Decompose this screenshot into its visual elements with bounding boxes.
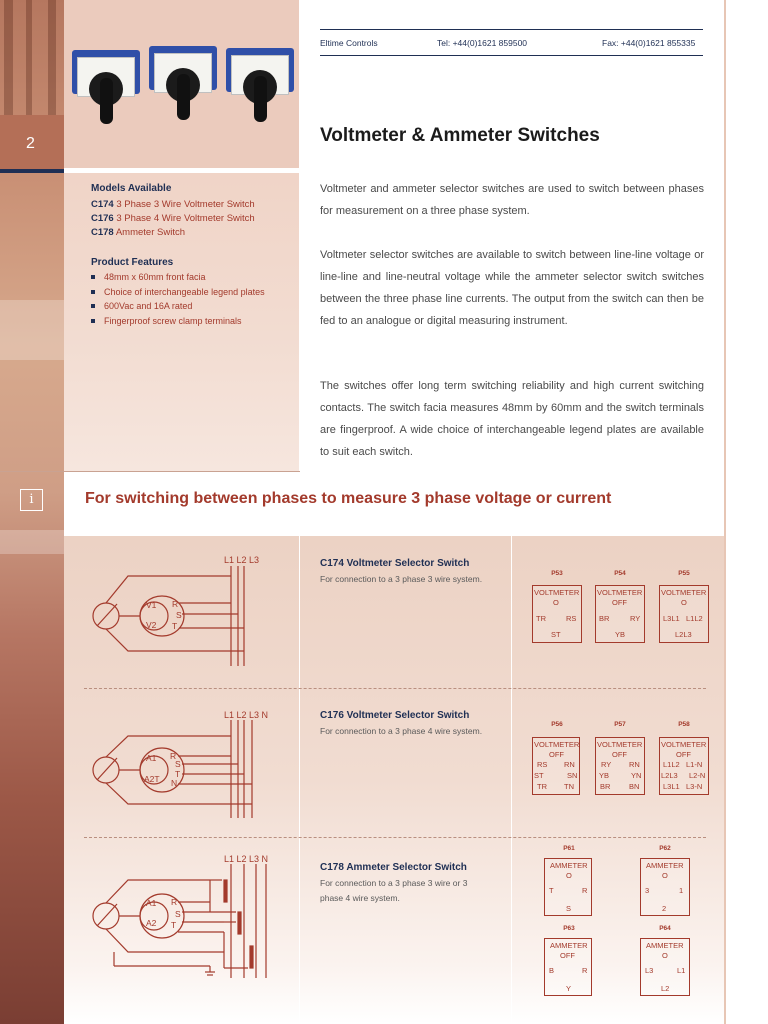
models-heading: Models Available: [91, 183, 172, 194]
strip-haze: [0, 300, 64, 360]
legend-plate-p63: AMMETER OFF B R Y: [544, 938, 592, 996]
legend-plate-p57: VOLTMETER OFF RY RN YB YN BR BN: [595, 737, 645, 795]
c178-title: C178 Ammeter Selector Switch: [320, 862, 467, 873]
c176-terminal-label: N: [171, 778, 178, 788]
section-divider: [0, 471, 300, 472]
c174-description: For connection to a 3 phase 3 wire system.: [320, 574, 483, 584]
c174-meter-label: V2: [146, 620, 157, 630]
c176-title: C176 Voltmeter Selector Switch: [320, 710, 470, 721]
c178-terminal-label: S: [175, 909, 181, 919]
legend-code: P64: [659, 925, 671, 932]
c176-wiring-diagram: [84, 700, 284, 820]
c176-terminal-label: T: [175, 769, 181, 779]
section-subheading: For switching between phases to measure 3 phase voltage or current: [85, 490, 612, 507]
legend-code: P62: [659, 845, 671, 852]
switch-product-image: [149, 44, 217, 126]
switch-product-image: [226, 46, 294, 128]
c176-terminal-label: S: [175, 759, 181, 769]
legend-code: P57: [614, 721, 626, 728]
feature-item: 48mm x 60mm front facia: [91, 272, 206, 282]
model-item: C174 3 Phase 3 Wire Voltmeter Switch: [91, 199, 255, 210]
c178-terminal-label: R: [171, 897, 178, 907]
page-title: Voltmeter & Ammeter Switches: [320, 125, 600, 146]
legend-plate-p56: VOLTMETER OFF RS RN ST SN TR TN: [532, 737, 580, 795]
intro-paragraph: Voltmeter selector switches are available to switch between line-line voltage or line-line and line-neutral voltage while the ammeter selector switch switches between the three phase line currents. The output from the switch can then be fed to an analogue or digital measuring instrument.: [320, 249, 704, 327]
legend-code: P61: [563, 845, 575, 852]
c174-title: C174 Voltmeter Selector Switch: [320, 558, 470, 569]
row-divider: [84, 837, 706, 838]
intro-paragraph: The switches offer long term switching reliability and high current switching contacts. The switch facia measures 48mm by 60mm and the switch terminals are fingerproof. A wide choice of interchangeable legend plates are available to suit each switch.: [320, 380, 704, 458]
column-divider: [511, 536, 512, 1024]
page-number: 2: [26, 135, 35, 152]
legend-plate-p55: VOLTMETER O L3L1 L1L2 L2L3: [659, 585, 709, 643]
features-heading: Product Features: [91, 257, 174, 268]
right-edge-rule: [724, 0, 726, 1024]
c176-lines-label: L1 L2 L3 N: [224, 710, 269, 720]
legend-plate-p62: AMMETER O 3 1 2: [640, 858, 690, 916]
c176-meter-label: A2T: [144, 774, 160, 784]
c174-terminal-label: R: [172, 599, 179, 609]
c174-wiring-diagram: [84, 548, 284, 668]
model-item: C176 3 Phase 4 Wire Voltmeter Switch: [91, 213, 255, 224]
legend-code: P53: [551, 570, 563, 577]
legend-code: P55: [678, 570, 690, 577]
c174-lines-label: L1 L2 L3: [224, 555, 260, 565]
column-divider: [299, 536, 300, 1024]
c176-meter-label: A1: [146, 753, 157, 763]
c178-wiring-diagram: [84, 848, 284, 983]
header-rule: [320, 29, 703, 30]
legend-plate-p54: VOLTMETER OFF BR RY YB: [595, 585, 645, 643]
row-divider: [84, 688, 706, 689]
legend-code: P54: [614, 570, 626, 577]
switch-product-image: [72, 48, 140, 130]
c178-description: For connection to a 3 phase 3 wire or 3 phase 4 wire system.: [320, 878, 468, 903]
c174-terminal-label: T: [172, 621, 178, 631]
feature-item: 600Vac and 16A rated: [91, 301, 192, 311]
navy-accent-bar: [0, 169, 64, 173]
intro-paragraph: Voltmeter and ammeter selector switches are used to switch between phases for measurement on a three phase system.: [320, 183, 704, 217]
strip-haze: [0, 530, 64, 554]
legend-plate-p53: VOLTMETER O TR RS ST: [532, 585, 582, 643]
c178-lines-label: L1 L2 L3 N: [224, 854, 269, 864]
legend-plate-p64: AMMETER O L3 L1 L2: [640, 938, 690, 996]
header-rule: [320, 55, 703, 56]
model-item: C178 Ammeter Switch: [91, 227, 185, 238]
feature-item: Fingerproof screw clamp terminals: [91, 316, 242, 326]
c178-meter-label: A1: [146, 898, 157, 908]
company-name: Eltime Controls: [320, 38, 378, 48]
feature-item: Choice of interchangeable legend plates: [91, 287, 265, 297]
c178-meter-label: A2: [146, 918, 157, 928]
info-icon: i: [20, 489, 43, 511]
c174-terminal-label: S: [176, 610, 182, 620]
legend-code: P58: [678, 721, 690, 728]
telephone: Tel: +44(0)1621 859500: [437, 38, 528, 48]
legend-plate-p61: AMMETER O T R S: [544, 858, 592, 916]
c176-description: For connection to a 3 phase 4 wire system.: [320, 726, 483, 736]
legend-code: P56: [551, 721, 563, 728]
c178-terminal-label: T: [171, 920, 177, 930]
c176-terminal-label: R: [170, 751, 177, 761]
c174-meter-label: V1: [146, 600, 157, 610]
legend-code: P63: [563, 925, 575, 932]
fax: Fax: +44(0)1621 855335: [602, 38, 696, 48]
legend-plate-p58: VOLTMETER OFF L1L2 L1-N L2L3 L2-N L3L1 L3-N: [659, 737, 709, 795]
